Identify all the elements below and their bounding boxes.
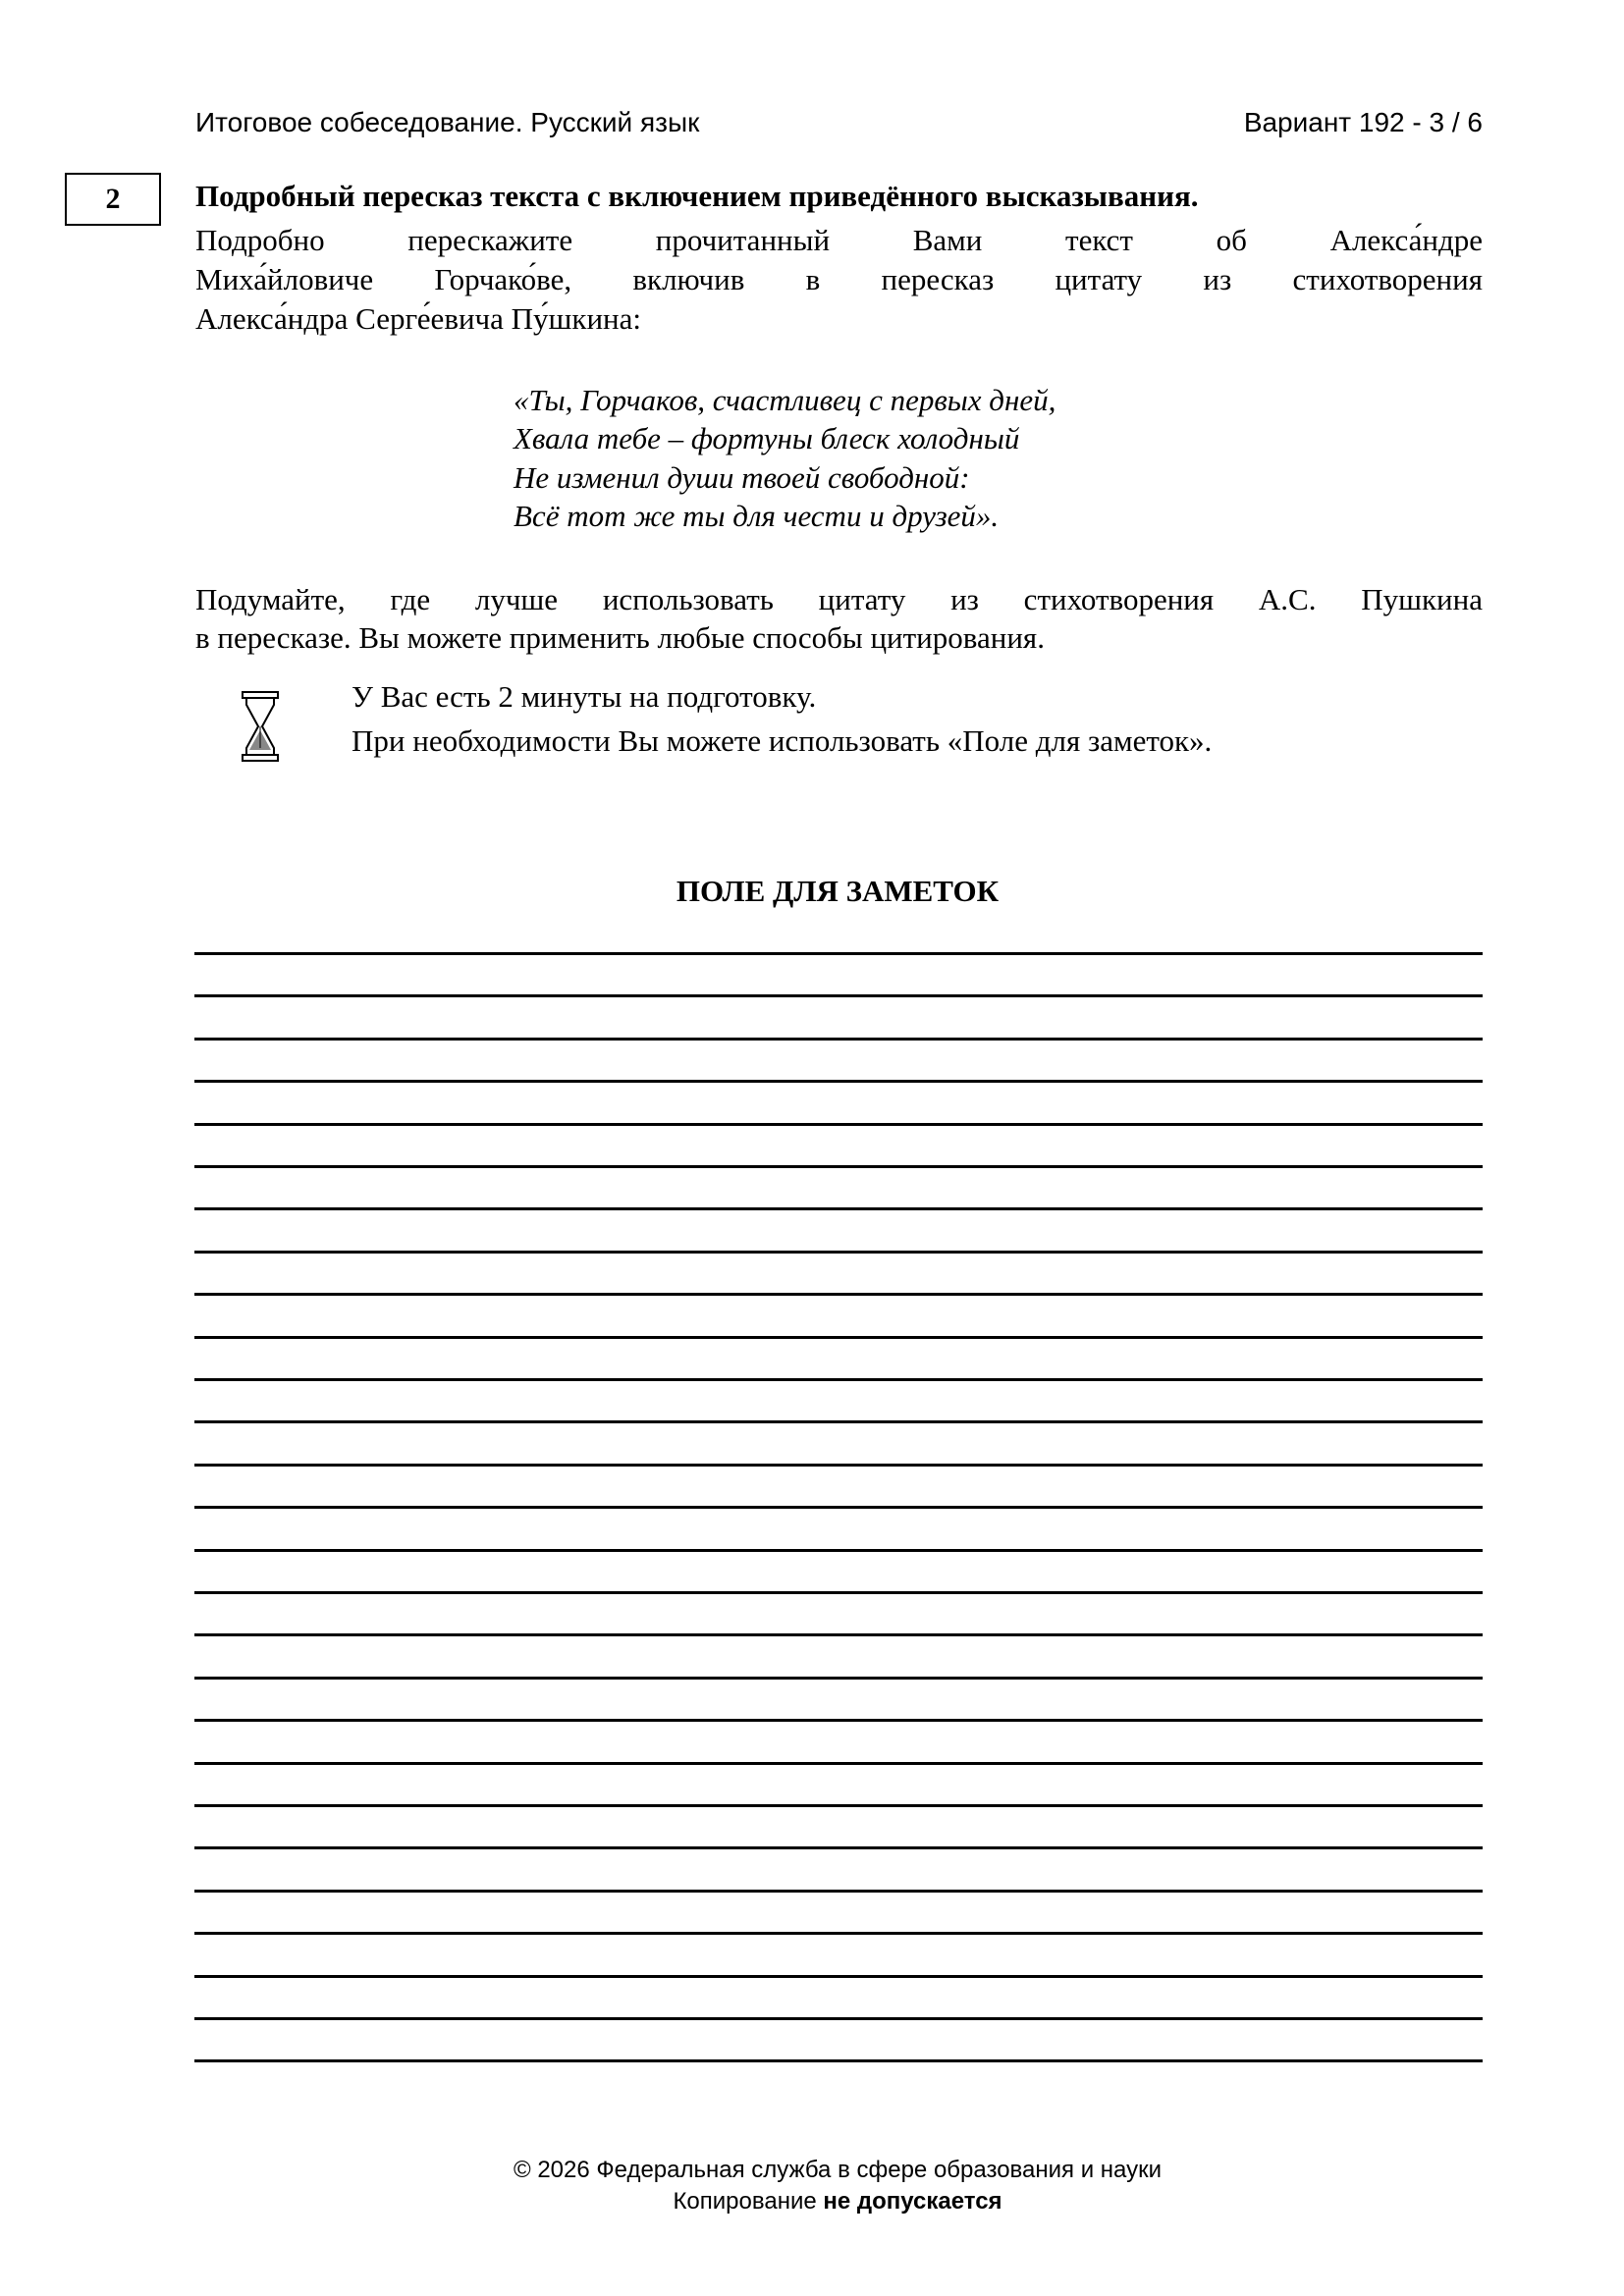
notes-title: ПОЛЕ ДЛЯ ЗАМЕТОК bbox=[676, 874, 1000, 908]
notes-line bbox=[194, 2059, 1483, 2062]
notes-line bbox=[194, 1975, 1483, 1978]
header-variant: Вариант 192 - 3 / 6 bbox=[1243, 107, 1483, 137]
notes-line bbox=[194, 1251, 1483, 1254]
timer-line: При необходимости Вы можете использовать «Поле для заметок». bbox=[352, 723, 1213, 758]
notes-line bbox=[194, 1549, 1483, 1552]
notes-line bbox=[194, 1506, 1483, 1509]
notes-line bbox=[194, 1890, 1483, 1893]
notes-line bbox=[194, 1591, 1483, 1594]
notes-line bbox=[194, 1420, 1483, 1423]
notes-line bbox=[194, 994, 1483, 997]
notes-line bbox=[194, 1719, 1483, 1722]
notes-line bbox=[194, 1464, 1483, 1467]
notes-line bbox=[194, 1165, 1483, 1168]
notes-line bbox=[194, 1080, 1483, 1083]
hourglass-icon bbox=[240, 691, 281, 762]
notes-line bbox=[194, 1378, 1483, 1381]
notes-line bbox=[194, 1336, 1483, 1339]
header-title: Итоговое собеседование. Русский язык bbox=[195, 107, 700, 137]
quote-line: Хвала тебе – фортуны блеск холодный bbox=[514, 421, 1020, 455]
notes-line bbox=[194, 1932, 1483, 1935]
quote-line: «Ты, Горчаков, счастливец с первых дней, bbox=[514, 383, 1056, 417]
notes-line bbox=[194, 952, 1483, 955]
copy-prefix: Копирование bbox=[673, 2188, 824, 2215]
notes-line bbox=[194, 1123, 1483, 1126]
copy-bold: не допускается bbox=[823, 2188, 1002, 2215]
instruction-line: Миха́йловиче Горчако́ве, включив в пересказ цитату из стихотворения bbox=[195, 262, 1483, 296]
notes-line bbox=[194, 1293, 1483, 1296]
notes-line bbox=[194, 1677, 1483, 1680]
instruction-line: Подробно перескажите прочитанный Вами текст об Алекса́ндре bbox=[195, 223, 1483, 257]
task-title: Подробный пересказ текста с включением приведённого высказывания. bbox=[195, 179, 1199, 213]
notes-line bbox=[194, 1804, 1483, 1807]
footer-copyright: © 2026 Федеральная служба в сфере образования и науки bbox=[513, 2157, 1163, 2183]
quote-line: Всё тот же ты для чести и друзей». bbox=[514, 499, 1000, 533]
hint-line: в пересказе. Вы можете применить любые способы цитирования. bbox=[195, 620, 1045, 655]
notes-line bbox=[194, 1038, 1483, 1041]
timer-line: У Вас есть 2 минуты на подготовку. bbox=[352, 679, 817, 714]
task-number-box: 2 bbox=[65, 173, 161, 226]
notes-line bbox=[194, 1762, 1483, 1765]
hint-line: Подумайте, где лучше использовать цитату из стихотворения А.С. Пушкина bbox=[195, 582, 1483, 616]
notes-line bbox=[194, 1846, 1483, 1849]
footer-copy-notice bbox=[0, 2187, 1624, 2216]
quote-line: Не изменил души твоей свободной: bbox=[514, 460, 970, 495]
notes-line bbox=[194, 1207, 1483, 1210]
instruction-line: Алекса́ндра Серге́евича Пу́шкина: bbox=[195, 301, 642, 336]
notes-line bbox=[194, 2017, 1483, 2020]
notes-line bbox=[194, 1633, 1483, 1636]
